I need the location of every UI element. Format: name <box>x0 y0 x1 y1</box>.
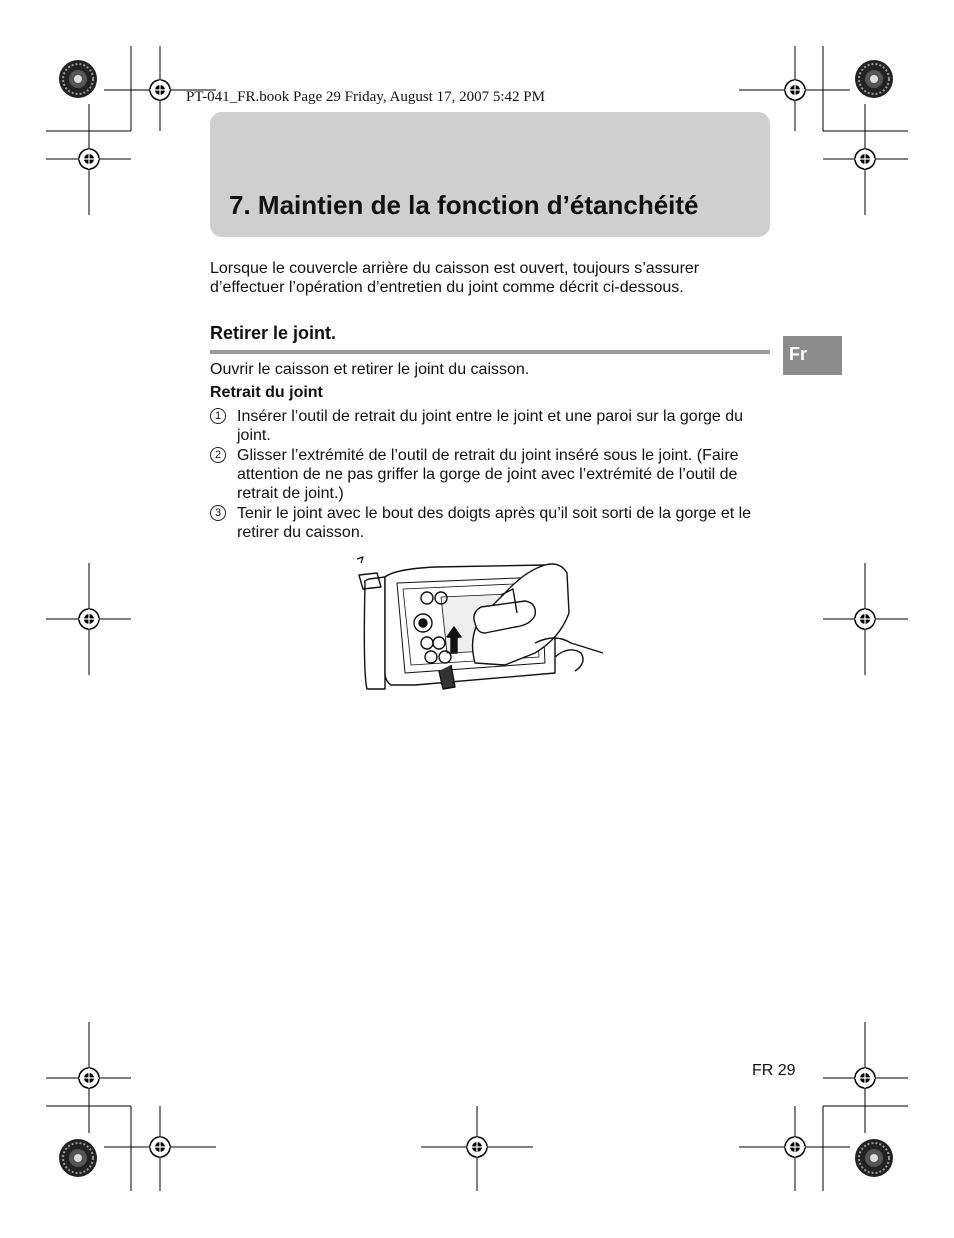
step-text: Tenir le joint avec le bout des doigts après qu’il soit sorti de la gorge et le retirer du caisson. <box>237 505 752 541</box>
language-tab <box>783 336 842 375</box>
section-divider <box>210 350 770 354</box>
step-text: Insérer l’outil de retrait du joint entre le joint et une paroi sur la gorge du joint. <box>237 408 744 444</box>
language-tab-label: Fr <box>789 344 807 364</box>
step-number: 1 <box>210 408 226 424</box>
subsection-heading: Retrait du joint <box>210 384 323 401</box>
steps-list <box>210 407 772 543</box>
page-title: 7. Maintien de la fonction d’étanchéité <box>229 190 699 220</box>
intro-paragraph: Lorsque le couvercle arrière du caisson est ouvert, toujours s’assurer d’effectuer l’opération d’entretien du joint comme décrit ci-dessous. <box>210 260 700 296</box>
list-item <box>210 446 772 503</box>
list-item <box>210 407 772 445</box>
step-number: 2 <box>210 447 226 463</box>
section-heading: Retirer le joint. <box>210 323 337 343</box>
title-banner <box>210 112 770 237</box>
list-item <box>210 504 772 542</box>
page-number: FR 29 <box>752 1062 796 1079</box>
step-number: 3 <box>210 505 226 521</box>
section-intro: Ouvrir le caisson et retirer le joint du caisson. <box>210 361 530 378</box>
step-text: Glisser l’extrémité de l’outil de retrait du joint inséré sous le joint. (Faire attention de ne pas griffer la gorge de joint avec l’extrémité de l’outil de retrait de joint.) <box>237 447 739 502</box>
book-header-info: PT-041_FR.book Page 29 Friday, August 17, 2007 5:42 PM <box>186 89 545 105</box>
seal-removal-illustration <box>355 553 607 693</box>
